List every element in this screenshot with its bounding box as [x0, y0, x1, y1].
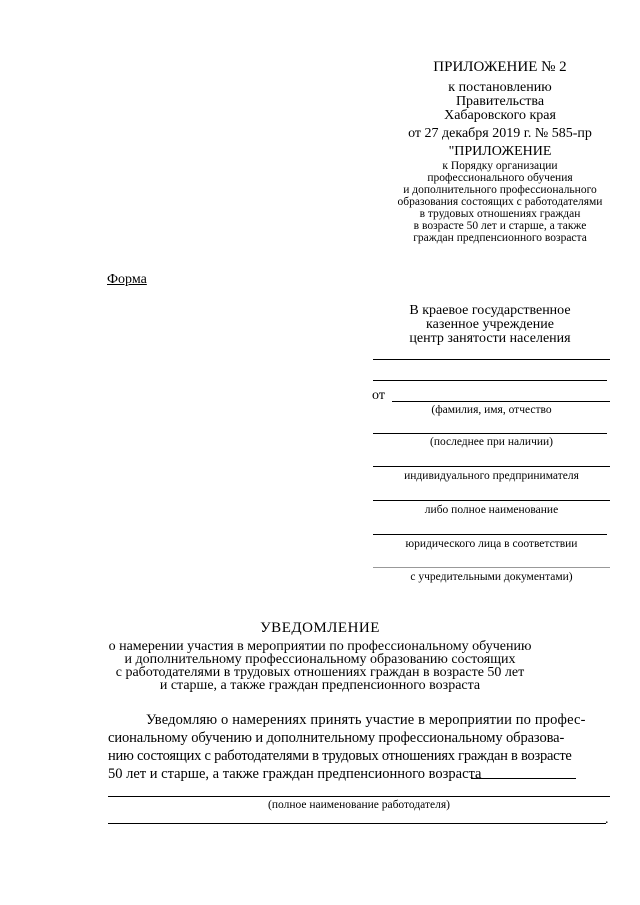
original-appendix-line: и дополнительного профессионального: [403, 184, 597, 196]
notice-subtitle-line: и старше, а также граждан предпенсионного возраста: [159, 678, 481, 693]
employer-fill-line: [108, 823, 606, 824]
applicant-fill-line: [373, 500, 610, 501]
original-appendix-line: к Порядку организации: [442, 160, 558, 172]
end-mark: .: [605, 812, 609, 827]
notice-subtitle-line: о намерении участия в мероприятии по профессиональному обучению: [108, 639, 532, 654]
addressee-fill-line: [373, 380, 607, 381]
applicant-fill-line: [373, 433, 607, 434]
original-appendix-lines: [370, 160, 630, 244]
appendix-title: ПРИЛОЖЕНИЕ № 2: [433, 59, 567, 75]
addressee-block: [370, 304, 610, 346]
form-label: Форма: [107, 272, 147, 287]
body-fill-line: [471, 778, 576, 779]
addressee-line: центр занятости населения: [409, 331, 571, 346]
employer-caption: (полное наименование работодателя): [268, 799, 450, 811]
applicant-fill-line: [373, 466, 610, 467]
from-label: от: [372, 388, 385, 403]
addressee-fill-line: [373, 359, 610, 360]
notice-subtitle-line: с работодателями в трудовых отношениях граждан в возрасте 50 лет: [115, 665, 525, 680]
applicant-fill-line: [373, 534, 607, 535]
applicant-caption: индивидуального предпринимателя: [404, 470, 579, 482]
applicant-caption: с учредительными документами): [410, 571, 573, 583]
original-appendix-line: профессионального обучения: [427, 172, 573, 184]
original-appendix-line: в трудовых отношениях граждан: [419, 208, 581, 220]
notice-subtitle-line: и дополнительному профессиональному образованию состоящих: [124, 652, 516, 667]
notice-body-line: сиональному обучению и дополнительному профессиональному образова-: [108, 730, 565, 746]
notice-body: [108, 711, 610, 783]
notice-body-line: 50 лет и старше, а также граждан предпенсионного возраста: [108, 766, 482, 782]
notice-body-line: Уведомляю о намерениях принять участие в мероприятии по профес-: [146, 712, 586, 728]
applicant-fill-line: [373, 567, 610, 568]
applicant-caption: либо полное наименование: [424, 504, 559, 516]
addressee-line: казенное учреждение: [426, 317, 554, 332]
original-appendix-line: в возрасте 50 лет и старше, а также: [413, 220, 587, 232]
notice-subtitle: [60, 640, 580, 692]
applicant-caption: (последнее при наличии): [429, 436, 553, 448]
appendix-to-resolution: к постановлению: [448, 80, 552, 95]
applicant-caption: (фамилия, имя, отчество: [431, 404, 552, 416]
appendix-government: Правительства: [455, 94, 545, 109]
applicant-caption: юридического лица в соответствии: [405, 538, 578, 550]
original-appendix-line: образования состоящих с работодателями: [397, 196, 603, 208]
appendix-region: Хабаровского края: [444, 108, 556, 123]
addressee-line: В краевое государственное: [409, 303, 571, 318]
applicant-fill-line: [392, 401, 610, 402]
notice-title: УВЕДОМЛЕНИЕ: [260, 620, 380, 636]
employer-fill-line: [108, 796, 610, 797]
notice-body-line: нию состоящих с работодателями в трудовых отношениях граждан в возрасте: [108, 748, 572, 764]
original-appendix-title: "ПРИЛОЖЕНИЕ: [448, 144, 552, 159]
appendix-date-number: от 27 декабря 2019 г. № 585-пр: [408, 126, 592, 141]
original-appendix-line: граждан предпенсионного возраста: [413, 232, 587, 244]
